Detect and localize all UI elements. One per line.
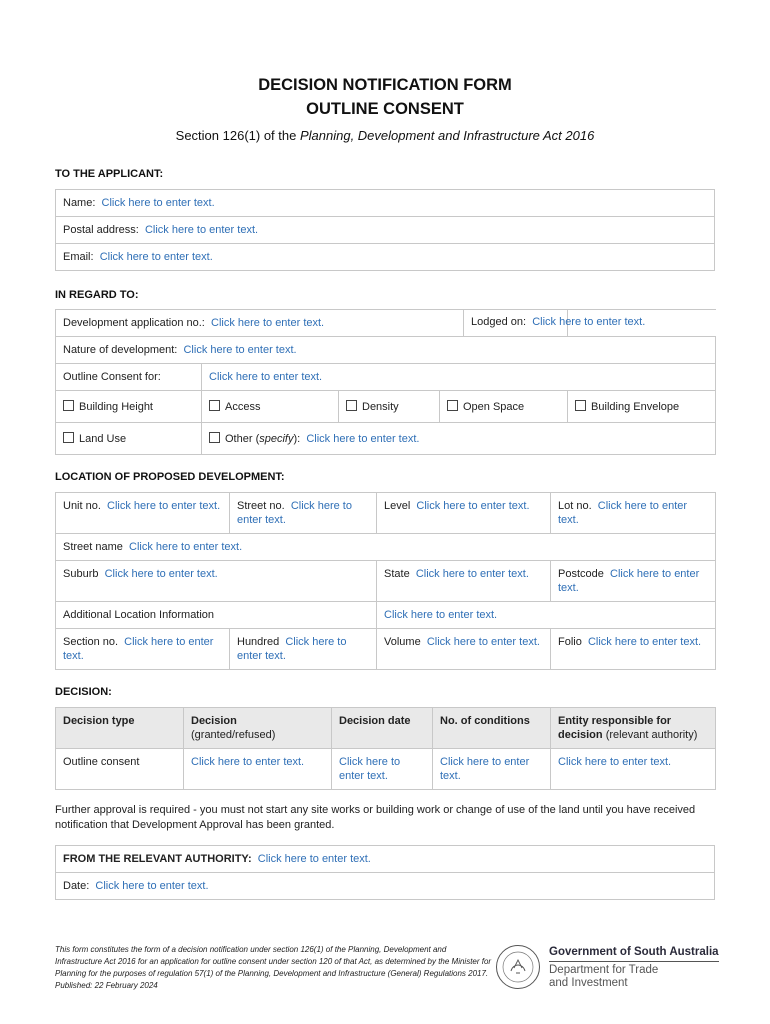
state-field[interactable]: State Click here to enter text.	[377, 561, 551, 602]
relevant-authority-field[interactable]: FROM THE RELEVANT AUTHORITY: Click here to enter text.	[56, 846, 715, 873]
applicant-table	[55, 189, 715, 271]
postcode-field[interactable]: Postcode Click here to enter text.	[551, 561, 716, 602]
volume-field[interactable]: Volume Click here to enter text.	[377, 629, 551, 670]
outline-consent-field[interactable]: Click here to enter text.	[202, 364, 716, 391]
folio-field[interactable]: Folio Click here to enter text.	[551, 629, 716, 670]
option-other[interactable]: Other (specify): Click here to enter text.	[202, 423, 716, 455]
col-conditions: No. of conditions	[433, 708, 551, 749]
authority-table	[55, 845, 715, 900]
hundred-field[interactable]: Hundred Click here to enter text.	[230, 629, 377, 670]
option-building-envelope[interactable]: Building Envelope	[568, 391, 716, 423]
applicant-heading: TO THE APPLICANT:	[55, 168, 164, 180]
state-seal-icon	[495, 944, 541, 990]
regard-heading: IN REGARD TO:	[55, 289, 139, 301]
name-field[interactable]: Name: Click here to enter text.	[56, 190, 715, 217]
checkbox[interactable]	[209, 400, 220, 411]
location-heading: LOCATION OF PROPOSED DEVELOPMENT:	[55, 471, 285, 483]
footer-legal-text: This form constitutes the form of a decision notification under section 126(1) of the Planning, Development and Infrastructure Act 2016 for an application for outline consent under section 120 of that Act, as determined by the Minister for Planning for the purposes of regulation 57(1) of the Planning, Development and Infrastructure (General) Regulations 2017. Published: 22 February 2024	[55, 945, 492, 990]
section-no-field[interactable]: Section no. Click here to enter text.	[56, 629, 230, 670]
conditions-field[interactable]: Click here to enter text.	[433, 749, 551, 790]
option-open-space[interactable]: Open Space	[440, 391, 568, 423]
col-decision-date: Decision date	[332, 708, 433, 749]
postal-address-field[interactable]: Postal address: Click here to enter text.	[56, 217, 715, 244]
checkbox[interactable]	[63, 432, 74, 443]
act-reference: Section 126(1) of the Planning, Development and Infrastructure Act 2016	[175, 128, 595, 143]
regard-table	[55, 309, 716, 455]
lodged-on-label[interactable]: Lodged on: Click here to enter text.	[471, 316, 646, 328]
suburb-field[interactable]: Suburb Click here to enter text.	[56, 561, 377, 602]
option-building-height[interactable]: Building Height	[56, 391, 202, 423]
col-decision-type: Decision type	[56, 708, 184, 749]
checkbox[interactable]	[209, 432, 220, 443]
additional-location-label: Additional Location Information	[56, 602, 377, 629]
unit-no-field[interactable]: Unit no. Click here to enter text.	[56, 493, 230, 534]
authority-date-field[interactable]: Date: Click here to enter text.	[56, 873, 715, 900]
decision-table	[55, 707, 716, 790]
street-no-field[interactable]: Street no. Click here to enter text.	[230, 493, 377, 534]
outline-consent-label: Outline Consent for:	[56, 364, 202, 391]
email-field[interactable]: Email: Click here to enter text.	[56, 244, 715, 271]
location-table	[55, 492, 716, 670]
col-entity: Entity responsible for decision (relevant authority)	[551, 708, 716, 749]
option-land-use[interactable]: Land Use	[56, 423, 202, 455]
decision-value-field[interactable]: Click here to enter text.	[184, 749, 332, 790]
government-logo: Government of South Australia Department for Trade and Investment	[549, 946, 719, 989]
nature-of-development-field[interactable]: Nature of development: Click here to enter text.	[56, 337, 716, 364]
decision-date-field[interactable]: Click here to enter text.	[332, 749, 433, 790]
checkbox[interactable]	[346, 400, 357, 411]
form-subtitle-outline-consent: OUTLINE CONSENT	[306, 100, 464, 118]
further-approval-note: Further approval is required - you must not start any site works or building work or change of use of the land until you have received notification that Development Approval has been granted.	[55, 804, 696, 831]
checkbox[interactable]	[575, 400, 586, 411]
lot-no-field[interactable]: Lot no. Click here to enter text.	[551, 493, 716, 534]
lodged-divider	[463, 310, 464, 336]
street-name-field[interactable]: Street name Click here to enter text.	[56, 534, 716, 561]
entity-field[interactable]: Click here to enter text.	[551, 749, 716, 790]
col-decision: Decision (granted/refused)	[184, 708, 332, 749]
checkbox[interactable]	[63, 400, 74, 411]
checkbox[interactable]	[447, 400, 458, 411]
option-access[interactable]: Access	[202, 391, 339, 423]
form-title: DECISION NOTIFICATION FORM	[258, 76, 512, 94]
decision-heading: DECISION:	[55, 686, 112, 698]
decision-type-value: Outline consent	[56, 749, 184, 790]
additional-location-field[interactable]: Click here to enter text.	[377, 602, 716, 629]
dev-application-field[interactable]: Development application no.: Click here to enter text.	[56, 310, 568, 337]
level-field[interactable]: Level Click here to enter text.	[377, 493, 551, 534]
option-density[interactable]: Density	[339, 391, 440, 423]
